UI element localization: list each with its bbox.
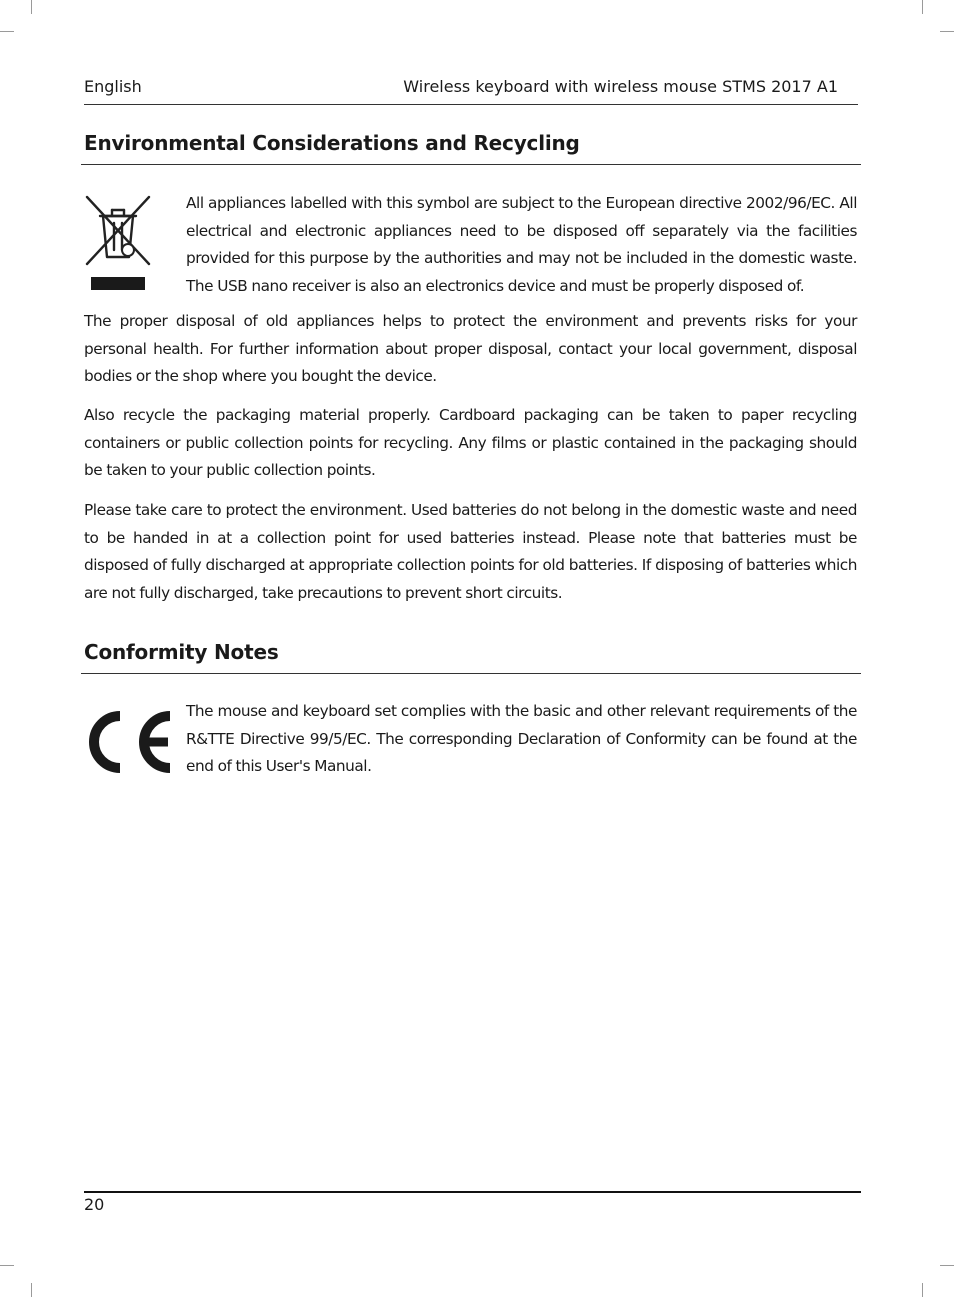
header-product-title: Wireless keyboard with wireless mouse STMS 2017 A1 — [403, 77, 838, 96]
paragraph-packaging-recycling: Also recycle the packaging material properly. Cardboard packaging can be taken to paper recycling containers or public collection points for recycling. Any films or plastic contained in the packaging should be taken to your public collection points. — [84, 406, 857, 479]
crop-mark — [940, 31, 954, 32]
paragraph-conformity: The mouse and keyboard set complies with the basic and other relevant requirements of the R&TTE Directive 99/5/EC. The corresponding Declaration of Conformity can be found at the end of this User's Manual. — [186, 702, 857, 775]
footer-rule — [84, 1191, 861, 1193]
crop-mark — [31, 1283, 32, 1297]
crop-mark — [0, 31, 14, 32]
section-rule — [81, 673, 861, 674]
section-rule — [81, 164, 861, 165]
section-heading-environment: Environmental Considerations and Recycling — [84, 131, 580, 155]
paragraph-battery-disposal: Please take care to protect the environment. Used batteries do not belong in the domestic waste and need to be handed in at a collection point for used batteries instead. Please note that batteries must be disposed of fully discharged at appropriate collection points for old batteries. If disposing of batteries which are not fully discharged, take precautions to prevent short circuits. — [84, 501, 857, 602]
header-language: English — [84, 77, 142, 96]
ce-mark-icon — [84, 708, 176, 780]
weee-bin-icon — [84, 194, 152, 296]
section-heading-conformity: Conformity Notes — [84, 640, 279, 664]
crop-mark — [31, 0, 32, 14]
crop-mark — [940, 1265, 954, 1266]
crop-mark — [922, 1283, 923, 1297]
header-rule — [84, 104, 858, 105]
paragraph-proper-disposal: The proper disposal of old appliances helps to protect the environment and prevents risks for your personal health. For further information about proper disposal, contact your local government, disposal bodies or the shop where you bought the device. — [84, 312, 857, 385]
page-number: 20 — [84, 1195, 105, 1214]
running-header — [84, 76, 858, 98]
paragraph-weee-directive: All appliances labelled with this symbol are subject to the European directive 2002/96/EC. All electrical and electronic appliances need to be disposed off separately via the facilities provided for this purpose by the authorities and may not be included in the domestic waste. The USB nano receiver is also an electronics device and must be properly disposed of. — [186, 194, 857, 295]
crop-mark — [922, 0, 923, 14]
crop-mark — [0, 1265, 14, 1266]
